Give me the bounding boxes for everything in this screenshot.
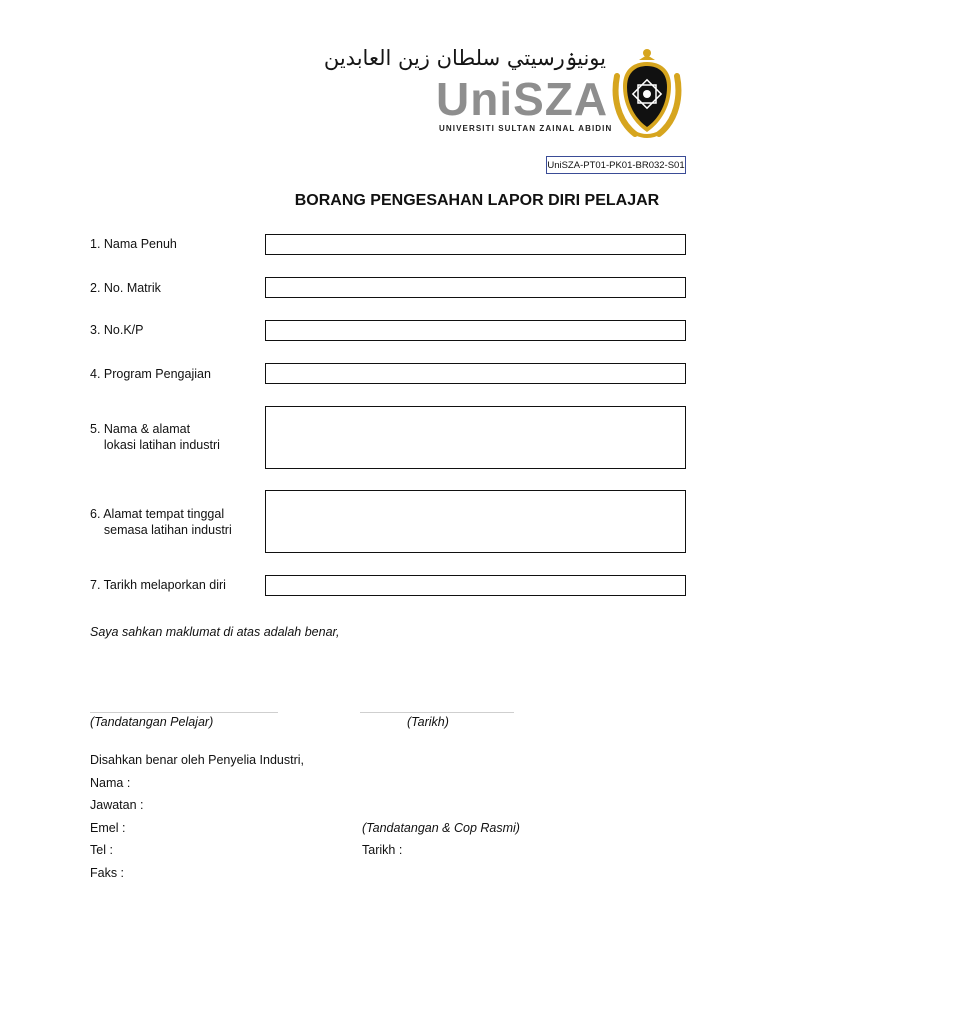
date-signature-line[interactable] [360, 712, 514, 713]
student-signature-label: (Tandatangan Pelajar) [90, 715, 214, 729]
field-label-tarikh-lapor: 7. Tarikh melaporkan diri [90, 578, 226, 592]
university-crest-icon [611, 46, 683, 142]
program-pengajian-input[interactable] [265, 363, 686, 384]
supervisor-heading: Disahkan benar oleh Penyelia Industri, [90, 753, 305, 767]
declaration-text: Saya sahkan maklumat di atas adalah benar, [90, 625, 340, 639]
supervisor-tarikh-label: Tarikh : [362, 843, 403, 857]
field-label-program-pengajian: 4. Program Pengajian [90, 367, 211, 381]
field-label-no-kp: 3. No.K/P [90, 323, 144, 337]
no-matrik-input[interactable] [265, 277, 686, 298]
form-code: UniSZA-PT01-PK01-BR032-S01 [546, 156, 686, 174]
alamat-tinggal-input[interactable] [265, 490, 686, 553]
nama-penuh-input[interactable] [265, 234, 686, 255]
form-title: BORANG PENGESAHAN LAPOR DIRI PELAJAR [294, 192, 660, 209]
field-label-alamat-tinggal: 6. Alamat tempat tinggal semasa latihan industri [90, 507, 232, 537]
supervisor-nama-label: Nama : [90, 776, 131, 790]
no-kp-input[interactable] [265, 320, 686, 341]
field-label-no-matrik: 2. No. Matrik [90, 281, 161, 295]
supervisor-jawatan-label: Jawatan : [90, 798, 144, 812]
signature-stamp-label: (Tandatangan & Cop Rasmi) [362, 821, 520, 835]
tarikh-lapor-input[interactable] [265, 575, 686, 596]
date-label: (Tarikh) [407, 715, 449, 729]
field-label-nama-penuh: 1. Nama Penuh [90, 237, 177, 251]
lokasi-latihan-input[interactable] [265, 406, 686, 469]
supervisor-faks-label: Faks : [90, 866, 125, 880]
logo-jawi-text: يونيۏرسيتي سلطان زين العابدين [323, 46, 606, 70]
logo-caption: UNIVERSITI SULTAN ZAINAL ABIDIN [439, 124, 613, 133]
supervisor-emel-label: Emel : [90, 821, 126, 835]
logo-wordmark: UniSZA [436, 73, 609, 125]
student-signature-line[interactable] [90, 712, 278, 713]
supervisor-tel-label: Tel : [90, 843, 113, 857]
field-label-lokasi-latihan: 5. Nama & alamat lokasi latihan industri [90, 422, 220, 452]
